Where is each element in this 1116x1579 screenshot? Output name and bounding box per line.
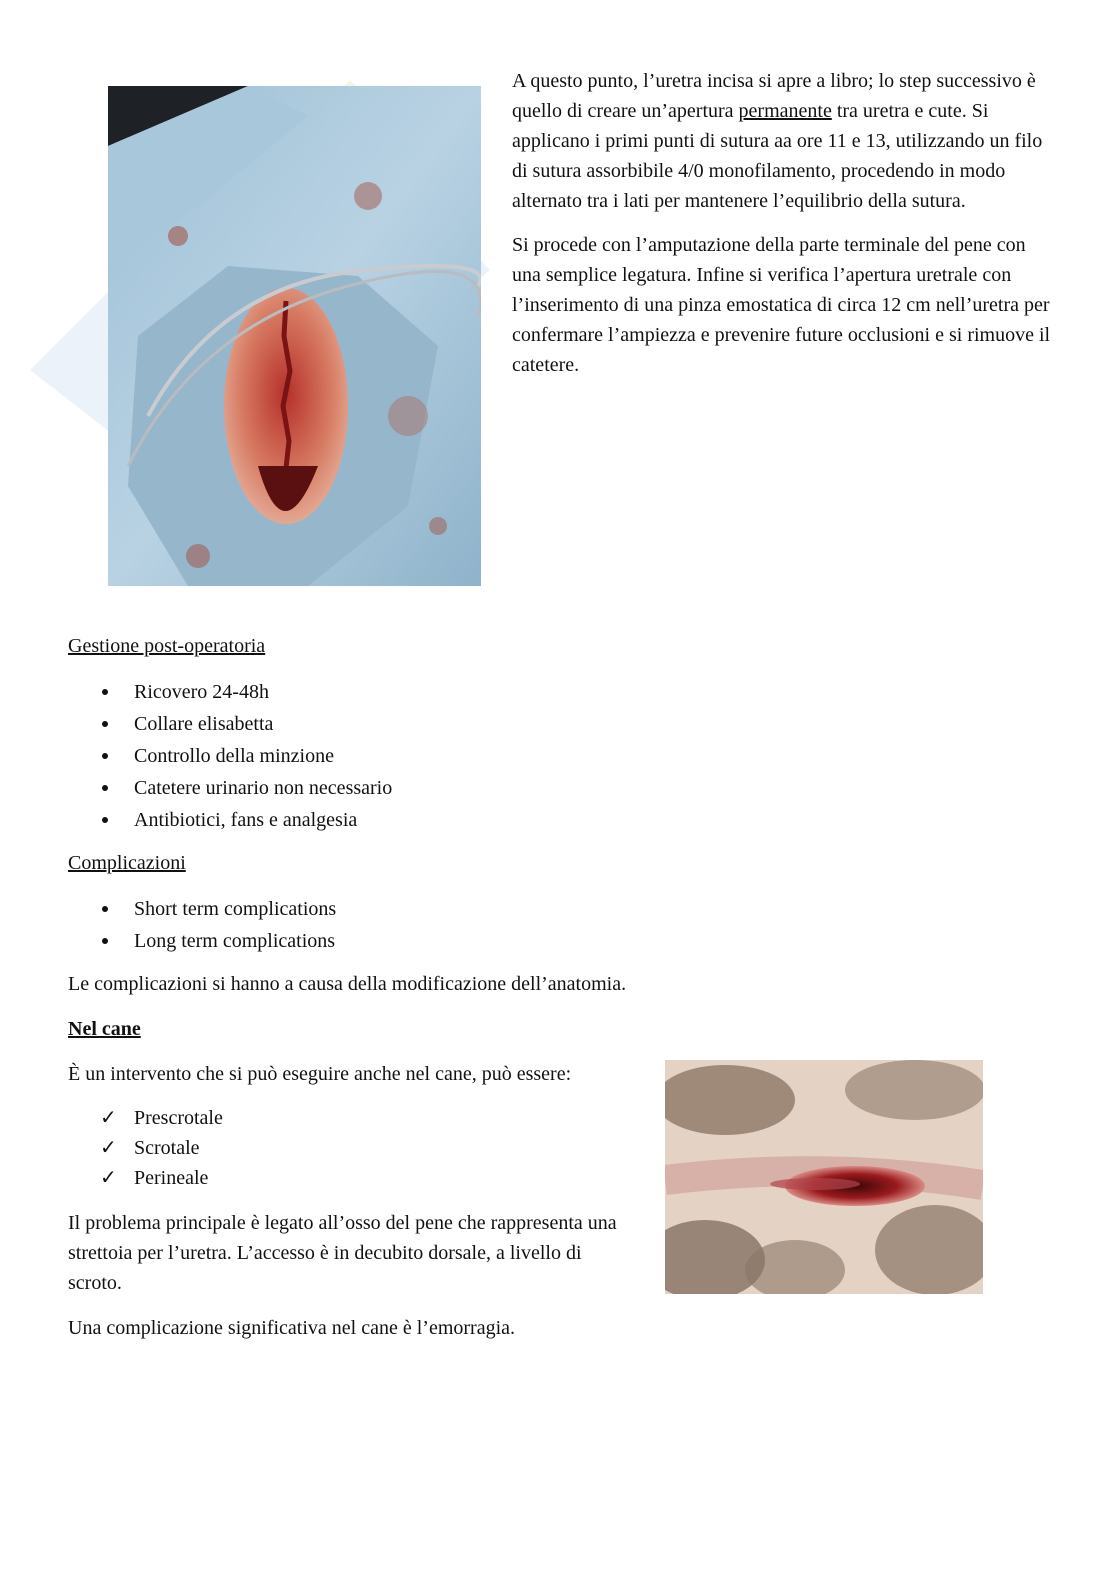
check-icon: ✓ — [100, 1137, 117, 1159]
post-op-list — [68, 676, 392, 836]
dog-intro: È un intervento che si può eseguire anche nel cane, può essere: — [68, 1063, 572, 1085]
list-item: Collare elisabetta — [68, 708, 392, 740]
bullet-icon — [102, 689, 108, 695]
list-item: Antibiotici, fans e analgesia — [68, 804, 392, 836]
bullet-icon — [102, 753, 108, 759]
bullet-icon — [102, 938, 108, 944]
right-column-text — [512, 66, 1052, 394]
check-icon: ✓ — [100, 1167, 117, 1189]
list-item: Long term complications — [68, 925, 336, 957]
complications-list — [68, 893, 336, 957]
post-op-heading: Gestione post-operatoria — [68, 635, 266, 657]
dog-paragraph-hemorrhage: Una complicazione significativa nel cane è l’emorragia. — [68, 1317, 516, 1339]
surgical-field-photo — [108, 86, 481, 586]
dog-types-list — [68, 1103, 223, 1193]
list-item: Ricovero 24-48h — [68, 676, 392, 708]
check-icon: ✓ — [100, 1107, 117, 1129]
bullet-icon — [102, 785, 108, 791]
list-item: ✓ Perineale — [68, 1163, 223, 1193]
underlined-word: permanente — [738, 100, 832, 122]
paragraph-amputation: Si procede con l’amputazione della parte terminale del pene con una semplice legatura. Infine si verifica l’apertura uretrale con l’inserimento di una pinza emostatica di circa 12 cm nell’uretra per confermare l’ampiezza e prevenire future occlusioni e si rimuove il catetere. — [512, 234, 1051, 376]
list-item: Catetere urinario non necessario — [68, 772, 392, 804]
list-item: Short term complications — [68, 893, 336, 925]
bullet-icon — [102, 906, 108, 912]
complications-note: Le complicazioni si hanno a causa della modificazione dell’anatomia. — [68, 973, 627, 995]
dog-incision-photo — [665, 1060, 983, 1294]
dog-heading: Nel cane — [68, 1018, 141, 1040]
list-item: ✓ Scrotale — [68, 1133, 223, 1163]
bullet-icon — [102, 721, 108, 727]
list-item: ✓ Prescrotale — [68, 1103, 223, 1133]
dog-paragraph-bone: Il problema principale è legato all’osso del pene che rappresenta una strettoia per l’uretra. L’accesso è in decubito dorsale, a livello di scroto. — [68, 1212, 617, 1294]
paragraph-urethra-opening: A questo punto, l’uretra incisa si apre a libro; lo step successivo è quello di creare un’apertura permanente tra uretra e cute. Si applicano i primi punti di sutura aa ore 11 e 13, utilizzando un filo di sutura assorbibile 4/0 monofilamento, procedendo in modo alternato tra i lati per mantenere l’equilibrio della sutura. — [512, 70, 1043, 212]
bullet-icon — [102, 817, 108, 823]
list-item: Controllo della minzione — [68, 740, 392, 772]
complications-heading: Complicazioni — [68, 852, 186, 874]
